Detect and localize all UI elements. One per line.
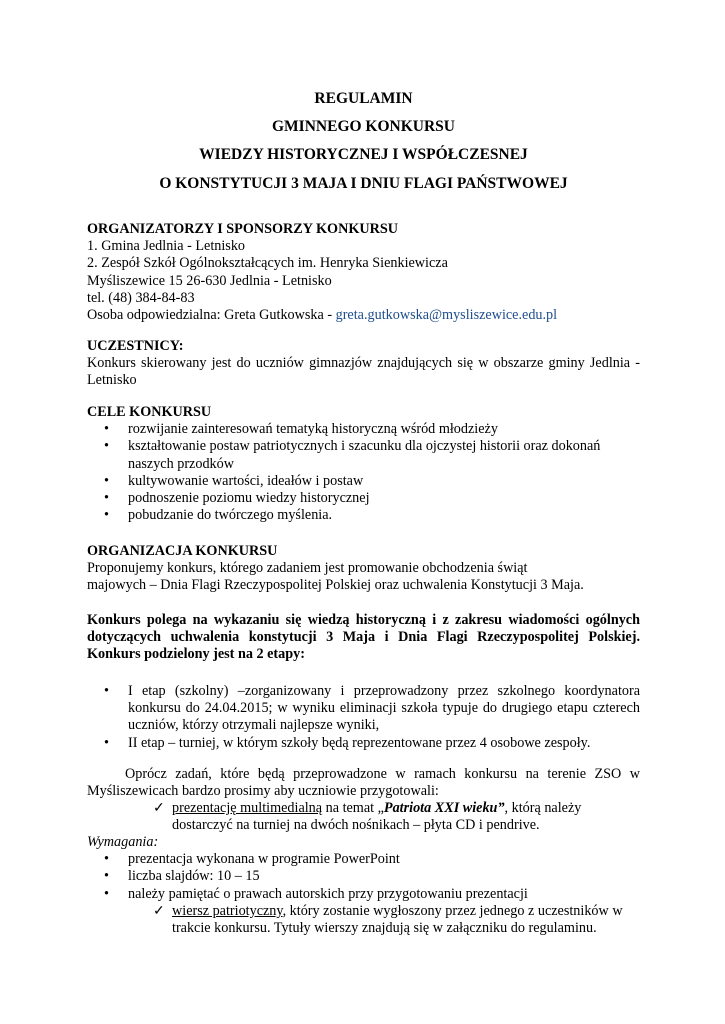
bullet-icon: • [104, 472, 109, 489]
list-item: ✓ prezentację multimedialną na temat „Patriota XXI wieku”, którą należy dostarczyć na turniej na dwóch nośnikach – płyta CD i pendrive. [153, 800, 582, 834]
stages-section [87, 683, 640, 752]
organization-heading: ORGANIZACJA KONKURSU [87, 543, 278, 559]
organization-line-2: majowych – Dnia Flagi Rzeczypospolitej Polskiej oraz uchwalenia Konstytucji 3 Maja. [87, 577, 584, 594]
task1-list [87, 800, 640, 834]
check-icon: ✓ [153, 903, 165, 919]
list-item: • prezentacja wykonana w programie PowerPoint [104, 851, 400, 868]
list-item: • liczba slajdów: 10 – 15 [104, 868, 260, 885]
list-item: • II etap – turniej, w którym szkoły będą reprezentowane przez 4 osobowe zespoły. [104, 734, 591, 751]
list-item: • rozwijanie zainteresowań tematyką historyczną wśród młodzieży [104, 421, 498, 438]
tasks-intro: Oprócz zadań, które będą przeprowadzone w ramach konkursu na terenie ZSO w Myśliszewicach bardzo prosimy aby uczniowie przygotowali: [87, 766, 640, 800]
goals-section [87, 404, 640, 524]
participants-section [87, 338, 640, 390]
contact-label: Osoba odpowiedzialna: Greta Gutkowska - [87, 307, 336, 324]
list-item: • kształtowanie postaw patriotycznych i szacunku dla ojczystej historii oraz dokonań naszych przodków [104, 438, 601, 472]
rules-paragraph: Konkurs polega na wykazaniu się wiedzą historyczną i z zakresu wiadomości ogólnych dotyczących uchwalenia konstytucji 3 Maja i Dnia Flagi Rzeczypospolitej Polskiej. Konkurs podzielony jest na 2 etapy: [87, 612, 640, 663]
organizers-section [87, 221, 640, 324]
organizer-line-1: 1. Gmina Jedlnia - Letnisko [87, 238, 246, 255]
bullet-icon: • [104, 734, 109, 751]
bullet-icon: • [104, 885, 109, 902]
goals-list [87, 421, 640, 524]
list-item: ✓ wiersz patriotyczny, który zostanie wygłoszony przez jednego z uczestników w trakcie konkursu. Tytuły wierszy znajdują się w załączniku do regulaminu. [153, 903, 623, 937]
task2-section [87, 903, 640, 937]
bullet-icon: • [104, 683, 109, 699]
requirements-label: Wymagania: [87, 834, 159, 850]
stages-list [87, 683, 640, 752]
organizer-contact [87, 307, 640, 324]
organization-line-1: Proponujemy konkurs, którego zadaniem jest promowanie obchodzenia świąt [87, 560, 528, 577]
organizer-phone: tel. (48) 384-84-83 [87, 289, 195, 306]
bullet-icon: • [104, 507, 109, 524]
title-line-3: WIEDZY HISTORYCZNEJ I WSPÓŁCZESNEJ [199, 146, 528, 163]
title-line-1: REGULAMIN [314, 90, 413, 107]
bullet-icon: • [104, 490, 109, 507]
organizer-address: Myśliszewice 15 26-630 Jedlnia - Letnisko [87, 272, 332, 289]
organization-section [87, 543, 640, 595]
list-item: • należy pamiętać o prawach autorskich przy przygotowaniu prezentacji [104, 885, 528, 902]
task1-section [87, 800, 640, 834]
contact-email-link[interactable]: greta.gutkowska@mysliszewice.edu.pl [335, 307, 558, 324]
title-line-4: O KONSTYTUCJI 3 MAJA I DNIU FLAGI PAŃSTWOWEJ [159, 175, 568, 192]
list-item: • kultywowanie wartości, ideałów i postaw [104, 472, 364, 489]
bullet-icon: • [104, 421, 109, 438]
check-icon: ✓ [153, 800, 165, 816]
title-line-2: GMINNEGO KONKURSU [272, 118, 455, 135]
task2-list [87, 903, 640, 937]
goals-heading: CELE KONKURSU [87, 404, 212, 420]
requirements-list [87, 851, 640, 903]
requirements-section [87, 834, 640, 903]
organizer-line-2: 2. Zespół Szkół Ogólnokształcących im. Henryka Sienkiewicza [87, 255, 448, 272]
organizers-heading: ORGANIZATORZY I SPONSORZY KONKURSU [87, 221, 398, 237]
list-item: • I etap (szkolny) –zorganizowany i przeprowadzony przez szkolnego koordynatora konkursu do 24.04.2015; w wyniku eliminacji szkoła typuje do drugiego etapu czterech uczniów, którzy otrzymali najlepsze wyniki, [104, 683, 640, 734]
bullet-icon: • [104, 438, 109, 455]
bullet-icon: • [104, 868, 109, 885]
list-item: • podnoszenie poziomu wiedzy historycznej [104, 490, 370, 507]
participants-text: Konkurs skierowany jest do uczniów gimnazjów znajdujących się w obszarze gminy Jedlnia - Letnisko [87, 355, 640, 389]
bullet-icon: • [104, 851, 109, 868]
participants-heading: UCZESTNICY: [87, 338, 184, 354]
list-item: • pobudzanie do twórczego myślenia. [104, 507, 333, 524]
